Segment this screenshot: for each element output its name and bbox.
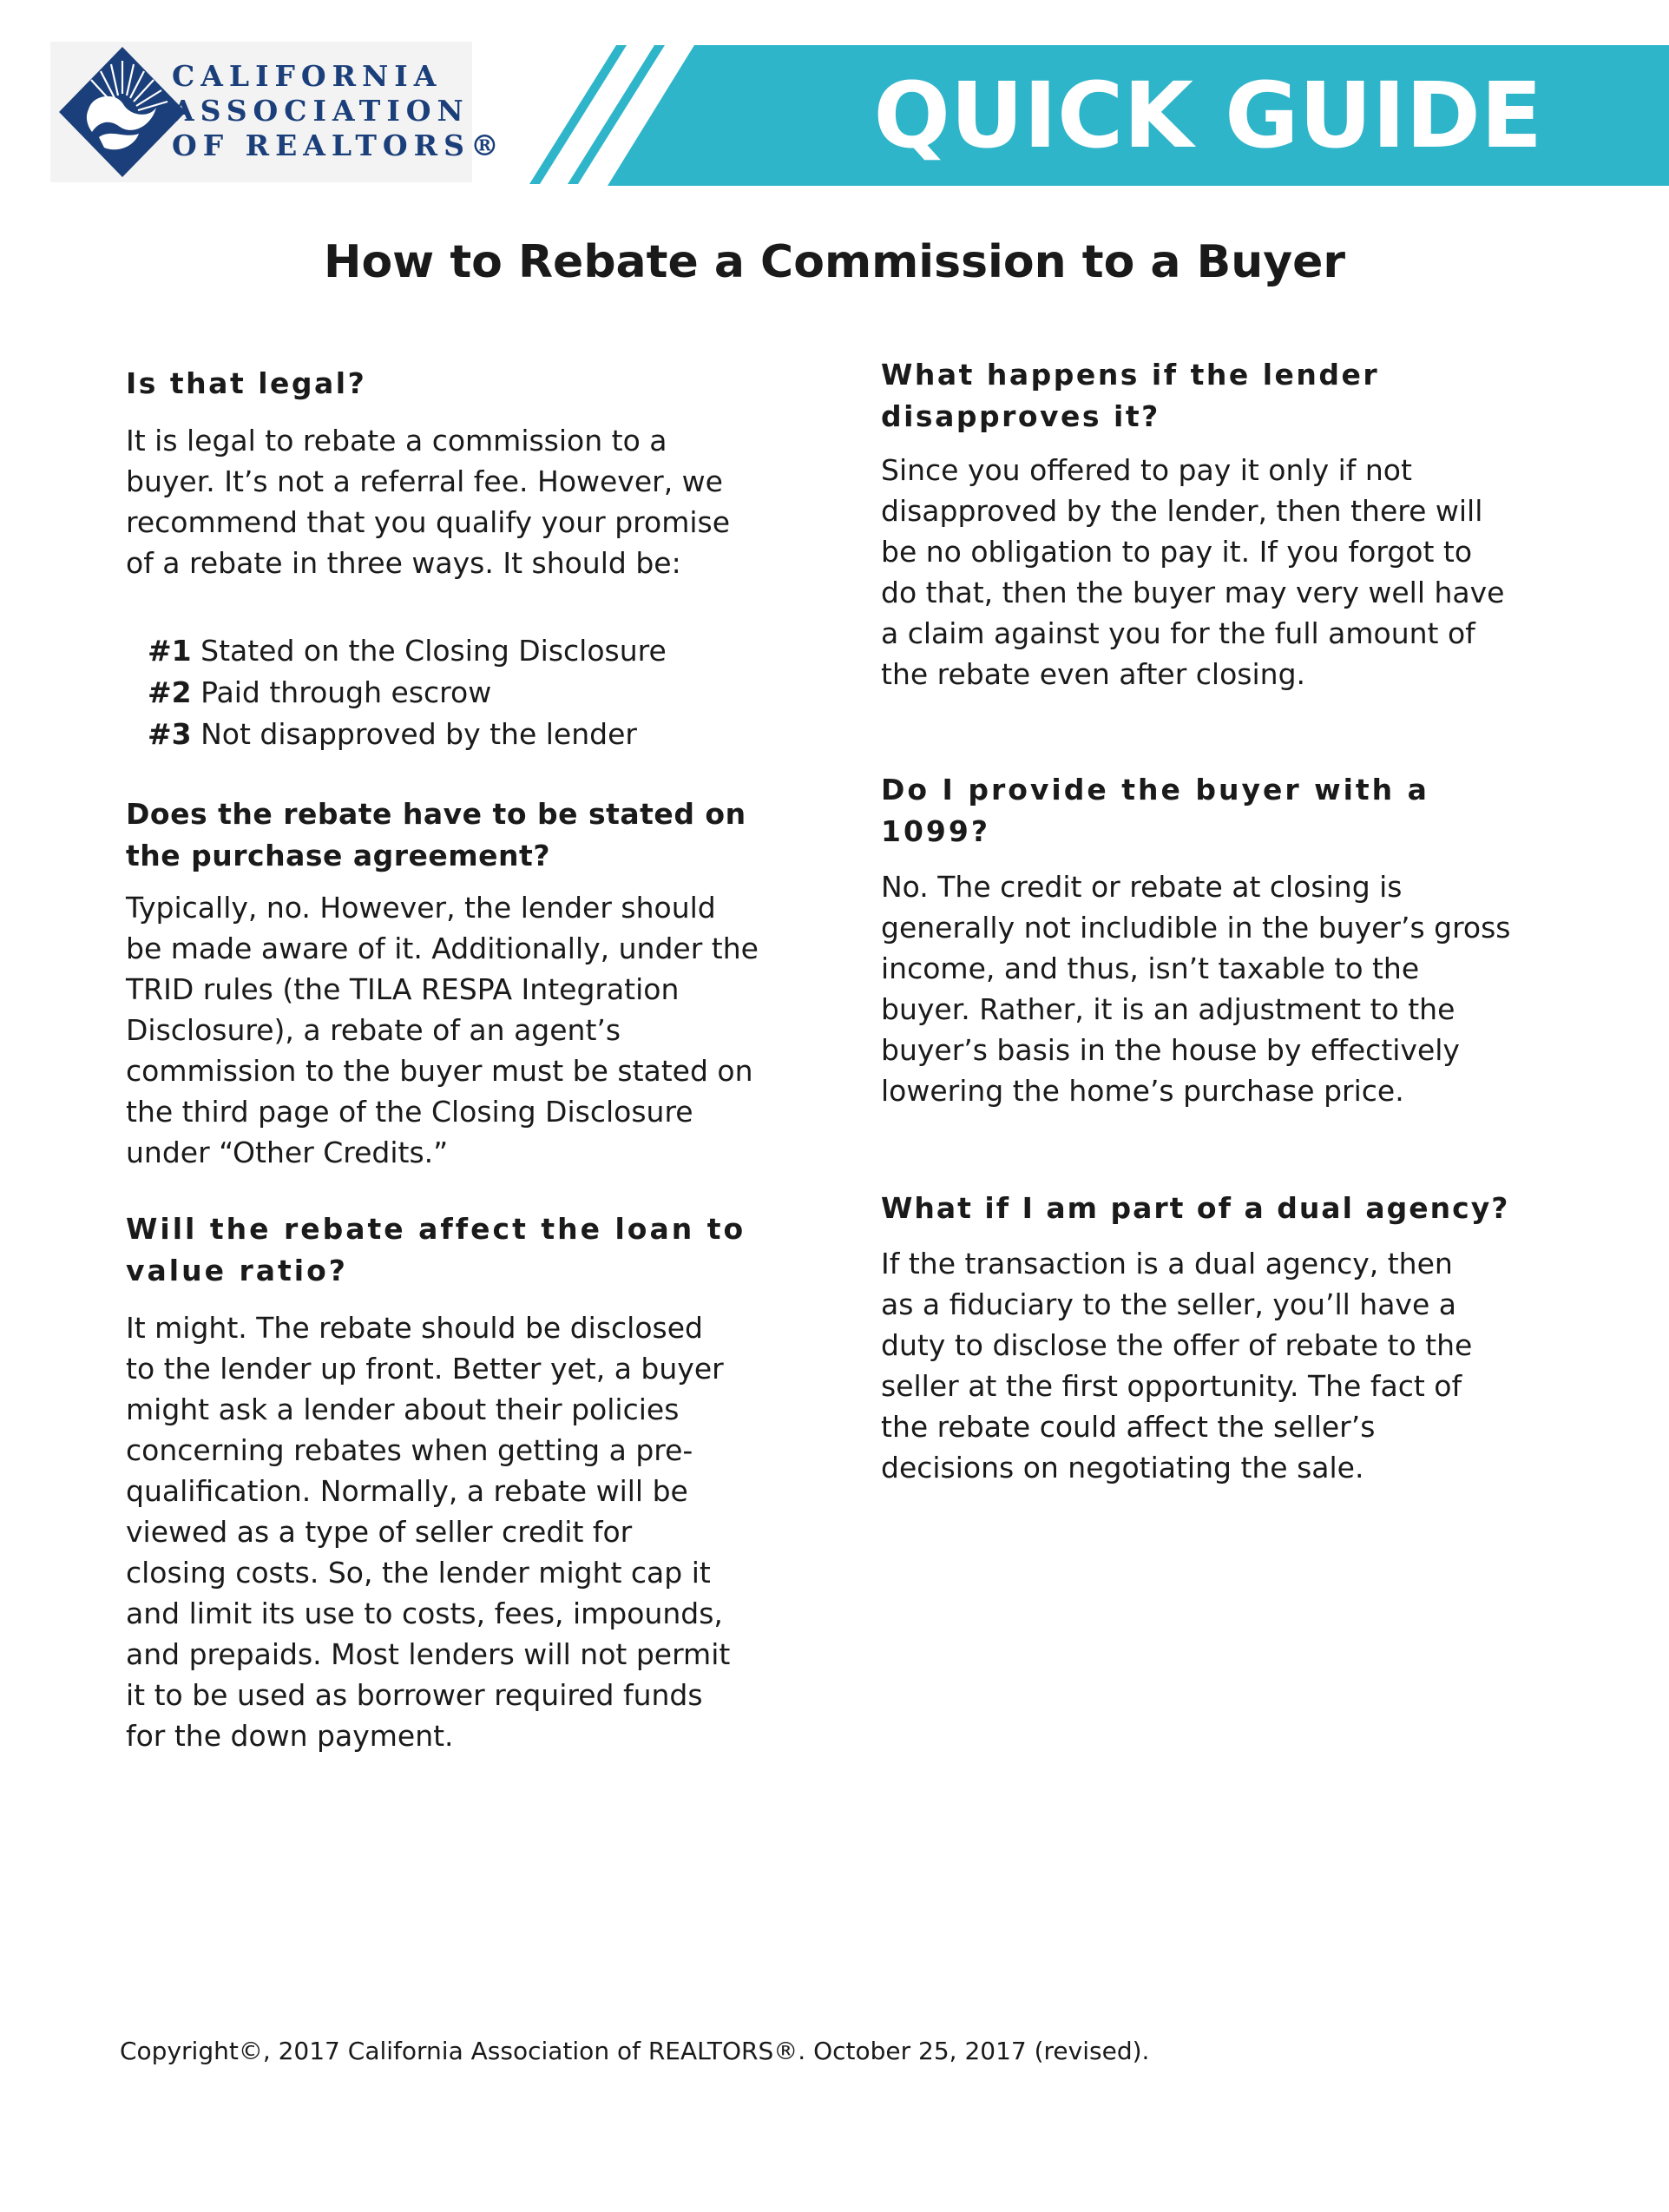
list-item-text: Not disapproved by the lender <box>200 717 637 751</box>
answer-loan-to-value: It might. The rebate should be disclosed to the lender up front. Better yet, a buyer might ask a lender about their policies concerning rebates when getting a pre-qualification. Normally, a rebate will be viewed as a type of seller credit for closing costs. So, the lender might cap it and limit its use to costs, fees, impounds, and prepaids. Most lenders will not permit it to be used as borrower required funds for the down payment. <box>126 1311 731 1753</box>
page-title: How to Rebate a Commission to a Buyer <box>323 236 1346 288</box>
question-lender-disapproves: What happens if the lender disapproves it? <box>881 358 1380 433</box>
question-1099: Do I provide the buyer with a 1099? <box>881 773 1429 848</box>
list-item-text: Paid through escrow <box>200 675 492 709</box>
question-purchase-agreement: Does the rebate have to be stated on the purchase agreement? <box>126 797 746 872</box>
answer-dual-agency: If the transaction is a dual agency, then as a fiduciary to the seller, you’ll have a duty to disclose the offer of rebate to the seller at the first opportunity. The fact of the rebate could affect the seller’s decisions on negotiating the sale. <box>881 1247 1473 1485</box>
list-item <box>148 630 667 672</box>
list-item-number: #3 <box>148 717 192 751</box>
car-logo-icon <box>54 42 191 182</box>
question-is-legal: Is that legal? <box>126 366 367 400</box>
logo-text <box>172 59 505 163</box>
answer-purchase-agreement: Typically, no. However, the lender should be made aware of it. Additionally, under the TRID rules (the TILA RESPA Integration Disclosure), a rebate of an agent’s commission to the buyer must be stated on the third page of the Closing Disclosure under “Other Credits.” <box>126 891 759 1169</box>
logo-line-3: OF REALTORS® <box>172 128 505 162</box>
list-item <box>148 714 667 755</box>
banner-title: QUICK GUIDE <box>873 63 1542 168</box>
list-item-number: #1 <box>148 634 192 668</box>
list-item <box>148 672 667 714</box>
logo-line-2: ASSOCIATION <box>172 94 470 128</box>
answer-lender-disapproves: Since you offered to pay it only if not disapproved by the lender, then there will be no obligation to pay it. If you forgot to do that, then the buyer may very well have a claim against you for the full amount of the rebate even after closing. <box>881 453 1505 691</box>
answer-1099: No. The credit or rebate at closing is generally not includible in the buyer’s gross income, and thus, isn’t taxable to the buyer. Rather, it is an adjustment to the buyer’s basis in the house by effectively lowering the home’s purchase price. <box>881 870 1511 1108</box>
logo <box>50 42 505 182</box>
list-item-number: #2 <box>148 675 192 709</box>
question-dual-agency: What if I am part of a dual agency? <box>881 1191 1510 1225</box>
answer-is-legal: It is legal to rebate a commission to a buyer. It’s not a referral fee. However, we recommend that you qualify your promise of a rebate in three ways. It should be: <box>126 424 731 580</box>
logo-line-1: CALIFORNIA <box>172 59 443 93</box>
copyright-footer: Copyright©, 2017 California Association of REALTORS®. October 25, 2017 (revised). <box>120 2037 1150 2065</box>
requirements-list <box>148 630 667 755</box>
question-loan-to-value: Will the rebate affect the loan to value ratio? <box>126 1212 746 1287</box>
list-item-text: Stated on the Closing Disclosure <box>200 634 667 668</box>
